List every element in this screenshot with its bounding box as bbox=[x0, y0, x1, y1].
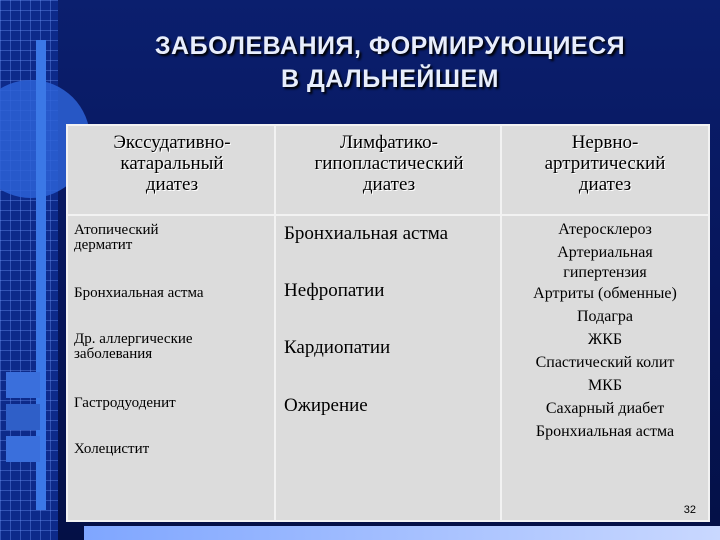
list-item: Ожирение bbox=[284, 395, 368, 416]
list-item-line: дерматит bbox=[74, 237, 133, 253]
list-item-line: Др. аллергические bbox=[74, 331, 193, 347]
decorative-block bbox=[6, 404, 40, 430]
column-header-line: артритический bbox=[544, 153, 666, 174]
list-item bbox=[74, 286, 204, 301]
column-header-line: диатез bbox=[578, 174, 632, 195]
diseases-table bbox=[66, 124, 710, 522]
list-item-line: Гастродуоденит bbox=[74, 395, 176, 411]
column-exudative bbox=[68, 126, 276, 520]
list-item: Спастический колит bbox=[535, 354, 675, 371]
column-header-line: катаральный bbox=[120, 153, 224, 174]
list-item: Нефропатии bbox=[284, 280, 385, 301]
page-number: 32 bbox=[683, 504, 696, 516]
list-item: ЖКБ bbox=[587, 331, 623, 348]
list-item: Бронхиальная астма bbox=[284, 223, 449, 244]
list-item-line: Атопический bbox=[74, 222, 159, 238]
column-header-line: диатез bbox=[362, 174, 416, 195]
list-item-line: Холецистит bbox=[74, 441, 150, 457]
column-header bbox=[68, 132, 276, 195]
column-header-line: Лимфатико- bbox=[340, 132, 438, 153]
slide-title-line2: В ДАЛЬНЕЙШЕМ bbox=[281, 65, 499, 93]
column-header bbox=[502, 132, 708, 195]
column-header-line: диатез bbox=[145, 174, 199, 195]
slide-title-line1: ЗАБОЛЕВАНИЯ, ФОРМИРУЮЩИЕСЯ bbox=[154, 32, 626, 60]
column-header-line: гипопластический bbox=[314, 153, 464, 174]
list-item: Бронхиальная астма bbox=[535, 423, 675, 440]
list-item: гипертензия bbox=[563, 264, 647, 281]
list-item-line: заболевания bbox=[74, 346, 153, 362]
list-item bbox=[74, 223, 159, 253]
list-item-line: Бронхиальная астма bbox=[74, 285, 204, 301]
disease-list bbox=[502, 218, 708, 443]
decorative-block bbox=[6, 372, 40, 398]
list-item: Артриты (обменные) bbox=[533, 285, 677, 302]
list-item: Подагра bbox=[577, 308, 633, 325]
column-header-line: Нервно- bbox=[571, 132, 639, 153]
list-item bbox=[74, 396, 176, 411]
column-header bbox=[276, 132, 502, 195]
decorative-block bbox=[6, 436, 40, 462]
list-item bbox=[74, 332, 193, 362]
list-item: Атеросклероз bbox=[558, 221, 652, 238]
list-item bbox=[74, 442, 149, 457]
column-header-line: Экссудативно- bbox=[113, 132, 231, 153]
column-lymphatic bbox=[276, 126, 502, 520]
list-item: Артериальная bbox=[557, 244, 653, 261]
list-item: Сахарный диабет bbox=[545, 400, 665, 417]
slide-title bbox=[90, 30, 690, 96]
column-neuro-arthritic bbox=[502, 126, 708, 520]
list-item: Кардиопатии bbox=[284, 337, 391, 358]
footer-bar bbox=[84, 526, 720, 540]
list-item: МКБ bbox=[587, 377, 623, 394]
